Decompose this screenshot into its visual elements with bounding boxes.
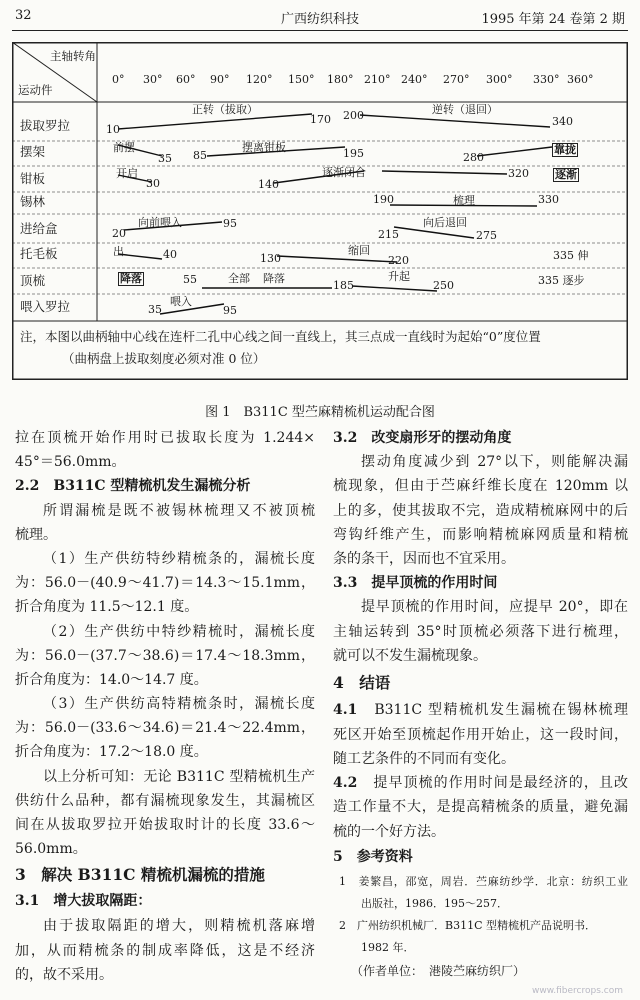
body-line (333, 698, 628, 723)
timing-mark: 全部 (228, 272, 250, 285)
row-label: 摆架 (20, 144, 46, 159)
timing-mark: 逐渐 (555, 168, 577, 181)
body-line: 45°＝56.0mm。 (15, 454, 126, 471)
body-line: 折合角度为：14.0～14.7 度。 (15, 671, 208, 688)
timing-mark: 335 逐步 (538, 274, 585, 287)
timing-mark: 升起 (388, 270, 410, 283)
issue-info: 1995 年第 24 卷第 2 期 (481, 12, 625, 27)
figure-caption: 图 1 B311C 型苎麻精梳机运动配合图 (205, 405, 435, 420)
timing-mark: 275 (476, 229, 497, 242)
figure-note: （曲柄盘上拔取刻度必须对准 0 位） (62, 351, 266, 366)
reference-line: 1982 年． (361, 940, 415, 954)
timing-mark: 340 (552, 115, 573, 128)
body-line: （1）生产供纺特纱精梳条的，漏梳长度 (43, 550, 315, 567)
angle-label: 90° (210, 73, 230, 86)
angle-label: 120° (246, 73, 273, 86)
body-line: 折合角度为 11.5～12.1 度。 (15, 599, 199, 616)
angle-label: 300° (486, 73, 513, 86)
body-line (333, 771, 628, 795)
motion-line-swing-frame (477, 147, 552, 156)
reference-line: 1 姜繁昌，邵宽，周岩．苎麻纺纱学．北京：纺织工业 (339, 874, 628, 888)
body-line: 加，从而精梳条的制成率降低，这是不经济 (15, 942, 315, 959)
row-label: 钳板 (20, 171, 46, 186)
row-label: 进给盒 (20, 221, 58, 236)
motion-line-top-comb (352, 286, 437, 291)
timing-mark: 20 (112, 227, 126, 240)
body-line: 梳现象，但由于苎麻纤维长度在 120mm 以 (333, 478, 628, 495)
body-line: 死区开始至顶梳起作用开始止，这一段时间， (333, 726, 628, 743)
motion-line-fibre-plate (277, 256, 397, 262)
timing-mark: 喂入 (170, 295, 192, 308)
timing-mark: 30 (146, 177, 160, 190)
corner-bottom-label: 运动件 (18, 83, 53, 97)
angle-label: 0° (112, 73, 125, 86)
body-line: （2）生产供纺中特纱精梳时，漏梳长度 (43, 623, 315, 640)
reference-line: 2 广州纺织机械厂．B311C 型精梳机产品说明书． (339, 918, 596, 932)
timing-mark: 向前喂入 (138, 216, 182, 229)
motion-line-nipper (382, 171, 507, 174)
body-line: 供纺什么品种，都有漏梳现象发生，其漏梳区 (15, 792, 315, 809)
timing-mark: 320 (508, 167, 529, 180)
row-label: 托毛板 (20, 246, 58, 261)
motion-line-draft-roller-forward (118, 114, 312, 129)
section-heading: 5 参考资料 (333, 848, 413, 865)
timing-mark: 130 (260, 252, 281, 265)
timing-mark: 195 (343, 147, 364, 160)
timing-mark: 95 (223, 217, 237, 230)
timing-mark: 35 (148, 303, 162, 316)
angle-label: 240° (401, 73, 428, 86)
body-line: 上的多，使其拔取不完，造成精梳麻网中的后 (333, 502, 628, 519)
author-affiliation: （作者单位： 港陵苎麻纺织厂） (351, 963, 526, 978)
body-line: 梳理。 (15, 526, 57, 543)
timing-mark: 正转（拔取） (192, 103, 258, 116)
left-column (15, 426, 315, 987)
row-label: 喂入罗拉 (20, 299, 71, 314)
body-line: 提早顶梳的作用时间，应提早 20°，即在 (361, 599, 628, 616)
item-text: B311C 型精梳机发生漏梳在锡林梳理 (357, 701, 628, 718)
item-text: 提早顶梳的作用时间是最经济的，且改 (357, 775, 628, 792)
angle-label: 210° (364, 73, 391, 86)
timing-mark: 190 (373, 193, 394, 206)
timing-mark: 95 (223, 304, 237, 317)
body-line: 为：56.0－(37.7～38.6)＝17.4～18.3mm， (15, 647, 315, 664)
body-line: 间在从拔取罗拉开始拔取时计的长度 33.6～ (15, 817, 315, 833)
timing-mark: 向后退回 (423, 216, 467, 229)
motion-line-draft-roller-back (360, 115, 550, 127)
timing-diagram (12, 42, 628, 380)
reference-line: 出版社，1986．195～257． (361, 896, 508, 910)
section-heading: 4 结语 (333, 672, 391, 692)
page-number: 32 (15, 8, 32, 23)
body-line: 造工作量不大，是提高精梳条的质量，避免漏 (333, 799, 628, 816)
timing-mark: 85 (193, 149, 207, 162)
body-line: 为：56.0－(33.6～34.6)＝21.4～22.4mm， (15, 720, 315, 737)
header-rule (12, 30, 628, 31)
item-number: 4.1 (333, 701, 358, 718)
timing-mark: 出 (113, 245, 124, 258)
right-column (333, 426, 628, 983)
timing-mark: 40 (163, 248, 177, 261)
body-line: 梳的一个好方法。 (333, 823, 445, 840)
section-heading: 2.2 B311C 型精梳机发生漏梳分析 (15, 478, 251, 495)
body-line: 弯钩纤维产生，而影响精梳麻网质量和精梳 (333, 526, 628, 543)
timing-mark: 170 (310, 113, 331, 126)
angle-label: 270° (443, 73, 470, 86)
row-label: 锡林 (20, 194, 46, 209)
angle-label: 150° (288, 73, 315, 86)
item-number: 4.2 (333, 775, 358, 792)
timing-mark: 35 (158, 152, 172, 165)
corner-top-label: 主轴转角 (50, 49, 96, 63)
timing-mark: 降落 (263, 272, 285, 285)
timing-mark: 降落 (120, 272, 142, 285)
timing-mark: 逐渐闭合 (322, 166, 366, 179)
subsection-heading: 3.3 提早顶梳的作用时间 (333, 575, 498, 592)
body-line: 所谓漏梳是既不被锡林梳理又不被顶梳 (43, 502, 315, 519)
timing-mark: 缩回 (348, 244, 370, 257)
body-line: 的，故不采用。 (15, 966, 113, 983)
watermark: www.fibercrops.com (532, 986, 623, 996)
timing-mark: 逆转（退回） (432, 103, 498, 116)
timing-mark: 250 (433, 279, 454, 292)
journal-title: 广西纺织科技 (280, 12, 359, 27)
section-heading: 3 解决 B311C 精梳机漏梳的措施 (15, 865, 265, 885)
timing-mark: 开启 (116, 167, 138, 180)
angle-label: 330° (533, 73, 560, 86)
figure-note: 注，本图以曲柄轴中心线在连杆二孔中心线之间一直线上，其三点成一直线时为起始“0”度位置 (20, 329, 541, 344)
body-line: 拉在顶梳开始作用时已拔取长度为 1.244× (15, 430, 315, 446)
timing-mark: 330 (538, 193, 559, 206)
timing-mark: 280 (463, 151, 484, 164)
timing-mark: 185 (333, 279, 354, 292)
row-label: 拔取罗拉 (20, 118, 71, 133)
timing-mark: 摆离钳板 (242, 141, 286, 154)
timing-mark: 55 (183, 273, 197, 286)
body-line: 折合角度为：17.2～18.0 度。 (15, 744, 208, 761)
timing-mark: 前摆 (113, 141, 135, 154)
body-line: 以上分析可知：无论 B311C 型精梳机生产 (43, 768, 315, 785)
body-line: 为：56.0－(40.9～41.7)＝14.3～15.1mm， (15, 575, 315, 592)
body-line: 主轴运转到 35°时顶梳必须落下进行梳理， (333, 623, 628, 640)
body-line: 摆动角度减少到 27°以下，则能解决漏 (361, 454, 628, 471)
timing-mark: 140 (258, 178, 279, 191)
timing-mark: 200 (343, 109, 364, 122)
body-line: 随工艺条件的不同而有变化。 (333, 751, 515, 768)
timing-mark: 梳理 (453, 194, 475, 207)
angle-label: 30° (143, 73, 163, 86)
body-line: （3）生产供纺高特精梳条时，漏梳长度 (43, 696, 315, 713)
timing-mark: 220 (388, 254, 409, 267)
body-line: 由于拔取隔距的增大，则精梳机落麻增 (43, 918, 315, 935)
subsection-heading: 3.1 增大拔取隔距： (15, 893, 152, 910)
timing-mark: 335 伸 (553, 249, 589, 262)
angle-label: 360° (567, 73, 594, 86)
body-line: 56.0mm。 (15, 841, 87, 858)
angle-label: 180° (327, 73, 354, 86)
row-label: 顶梳 (20, 273, 46, 288)
body-line: 就可以不发生漏梳现象。 (333, 647, 487, 664)
timing-mark: 215 (378, 228, 399, 241)
timing-mark: 靠拢 (554, 143, 576, 156)
body-line: 条的条干，因而也不宜采用。 (333, 550, 515, 567)
subsection-heading: 3.2 改变扇形牙的摆动角度 (333, 430, 512, 446)
motion-line-fibre-plate (118, 254, 162, 259)
angle-label: 60° (176, 73, 196, 86)
timing-mark: 10 (106, 123, 120, 136)
